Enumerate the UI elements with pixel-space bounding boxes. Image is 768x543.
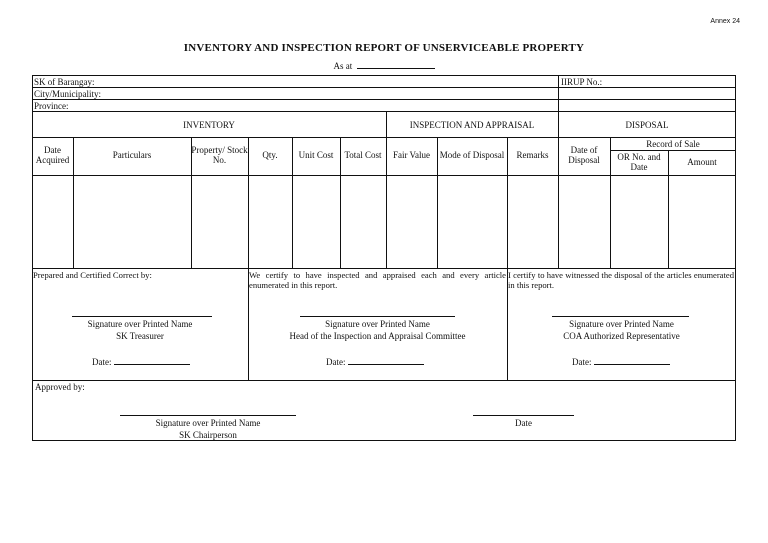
as-at-label: As at: [333, 61, 353, 71]
treasurer-signature-label: Signature over Printed Name: [87, 319, 193, 329]
as-at-blank[interactable]: [357, 59, 435, 69]
col-unit-cost: Unit Cost: [298, 150, 334, 160]
treasurer-date: [92, 355, 190, 367]
prepared-by-label: Prepared and Certified Correct by:: [33, 270, 152, 280]
report-form: [32, 75, 736, 441]
col-amount: Amount: [687, 157, 717, 167]
col-particulars: Particulars: [112, 150, 152, 160]
data-entry-area[interactable]: [33, 176, 735, 268]
col-total-cost: Total Cost: [344, 150, 382, 160]
inspection-certification-text: We certify to have inspected and appraised each and every article enumerated in this report.: [249, 270, 506, 290]
committee-date-blank[interactable]: [348, 355, 424, 365]
chairperson-title: SK Chairperson: [179, 430, 237, 440]
treasurer-signature-line[interactable]: [72, 316, 212, 317]
col-or-no-date: OR No. and Date: [617, 152, 661, 172]
col-qty: Qty.: [262, 150, 278, 160]
committee-signature-label: Signature over Printed Name: [325, 319, 430, 329]
chairperson-signature-line[interactable]: [120, 415, 296, 416]
chairperson-signature-label: Signature over Printed Name: [155, 418, 261, 428]
witness-certification-text: I certify to have witnessed the disposal of the articles enumerated in this report.: [508, 270, 734, 290]
section-inventory: INVENTORY: [183, 120, 235, 130]
as-at-line: [0, 59, 768, 71]
committee-title: Head of the Inspection and Appraisal Committee: [289, 331, 466, 341]
coa-signature-label: Signature over Printed Name: [569, 319, 674, 329]
province-label: Province:: [34, 101, 69, 111]
approved-by-label: Approved by:: [35, 382, 85, 392]
section-disposal: DISPOSAL: [625, 120, 669, 130]
treasurer-title: SK Treasurer: [116, 331, 164, 341]
col-property-no: Property/ Stock No.: [191, 145, 248, 165]
committee-date-label: Date:: [326, 357, 346, 367]
sk-barangay-label: SK of Barangay:: [34, 77, 95, 87]
col-date-acquired: Date Acquired: [35, 145, 70, 165]
col-mode-of-disposal: Mode of Disposal: [439, 150, 505, 160]
annex-label: Annex 24: [710, 18, 740, 25]
col-date-of-disposal: Date of Disposal: [568, 145, 600, 165]
approval-date-line[interactable]: [473, 415, 574, 416]
approval-date-label: Date: [515, 418, 532, 428]
col-remarks: Remarks: [516, 150, 549, 160]
coa-date-label: Date:: [572, 357, 592, 367]
coa-signature-line[interactable]: [552, 316, 689, 317]
coa-title: COA Authorized Representative: [563, 331, 680, 341]
section-inspection: INSPECTION AND APPRAISAL: [409, 120, 535, 130]
treasurer-date-blank[interactable]: [114, 355, 190, 365]
page-title: INVENTORY AND INSPECTION REPORT OF UNSERVICEABLE PROPERTY: [183, 42, 585, 54]
col-fair-value: Fair Value: [392, 150, 431, 160]
treasurer-date-label: Date:: [92, 357, 112, 367]
coa-date-blank[interactable]: [594, 355, 670, 365]
col-record-of-sale: Record of Sale: [646, 139, 700, 149]
committee-signature-line[interactable]: [300, 316, 455, 317]
committee-date: [326, 355, 424, 367]
iirup-no-label: IIRUP No.:: [561, 77, 603, 87]
city-municipality-label: City/Municipality:: [34, 89, 101, 99]
coa-date: [572, 355, 670, 367]
